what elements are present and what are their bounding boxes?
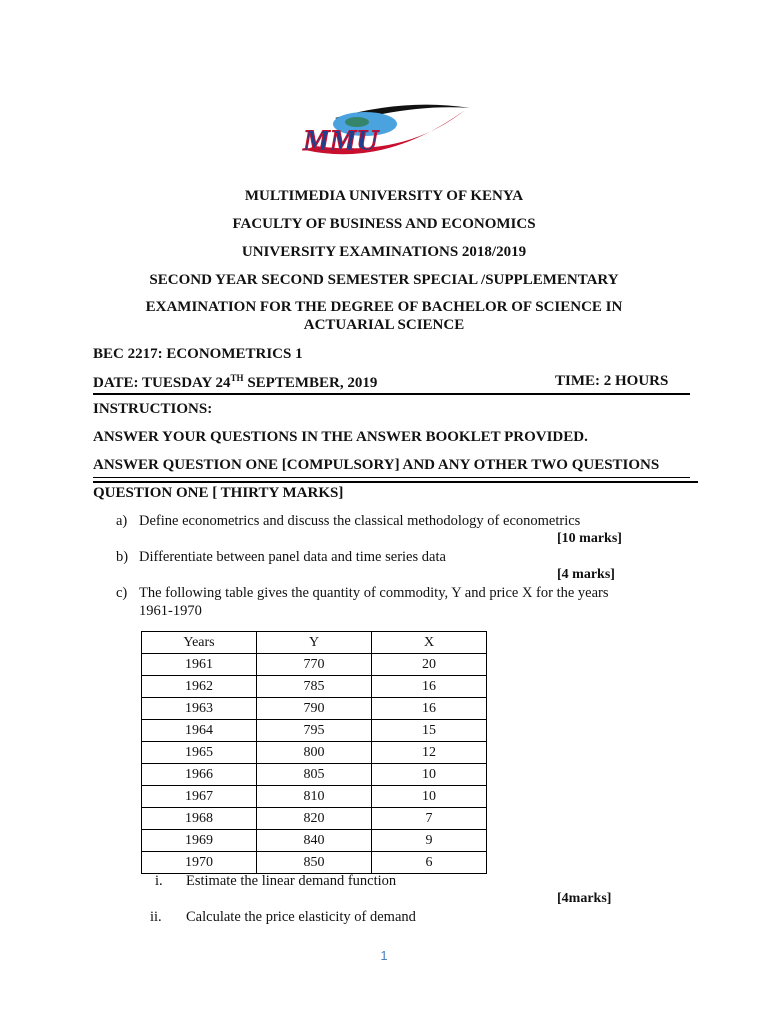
column-header-x: X [372, 632, 487, 654]
table-row [142, 720, 487, 742]
cell-year: 1969 [142, 830, 257, 852]
cell-year: 1966 [142, 764, 257, 786]
degree-line-2: ACTUARIAL SCIENCE [303, 317, 465, 333]
cell-y: 850 [257, 852, 372, 874]
table-row [142, 852, 487, 874]
cell-y: 795 [257, 720, 372, 742]
instruction-2: ANSWER QUESTION ONE [COMPULSORY] AND ANY OTHER TWO QUESTIONS [93, 457, 660, 473]
cell-year: 1965 [142, 742, 257, 764]
sub-i-text: Estimate the linear demand function [186, 873, 397, 889]
cell-year: 1968 [142, 808, 257, 830]
course-code: BEC 2217: ECONOMETRICS 1 [93, 346, 303, 362]
commodity-price-table [141, 631, 487, 874]
cell-y: 840 [257, 830, 372, 852]
cell-x: 10 [372, 764, 487, 786]
cell-year: 1964 [142, 720, 257, 742]
cell-x: 16 [372, 676, 487, 698]
sub-ii-label: ii. [150, 909, 162, 925]
table-row [142, 764, 487, 786]
cell-x: 15 [372, 720, 487, 742]
cell-x: 20 [372, 654, 487, 676]
instructions-divider-1 [93, 477, 690, 478]
cell-x: 16 [372, 698, 487, 720]
table-header-row [142, 632, 487, 654]
cell-year: 1967 [142, 786, 257, 808]
date-divider [93, 393, 690, 395]
cell-year: 1962 [142, 676, 257, 698]
cell-x: 7 [372, 808, 487, 830]
cell-y: 810 [257, 786, 372, 808]
sub-i-marks: [4marks] [557, 891, 612, 906]
table-row [142, 698, 487, 720]
cell-x: 9 [372, 830, 487, 852]
mmu-logo-graphic [295, 100, 475, 164]
part-b-marks: [4 marks] [557, 567, 615, 582]
cell-y: 770 [257, 654, 372, 676]
part-a-marks: [10 marks] [557, 531, 622, 546]
table-row [142, 676, 487, 698]
instructions-divider-2 [93, 481, 698, 483]
instruction-1: ANSWER YOUR QUESTIONS IN THE ANSWER BOOKLET PROVIDED. [93, 429, 588, 445]
university-logo [295, 100, 475, 164]
exam-type: SECOND YEAR SECOND SEMESTER SPECIAL /SUPPLEMENTARY [149, 272, 619, 288]
instructions-title: INSTRUCTIONS: [93, 401, 213, 417]
date-prefix: DATE: TUESDAY 24 [93, 375, 231, 391]
exam-time: TIME: 2 HOURS [555, 373, 669, 389]
sub-i-label: i. [155, 873, 163, 889]
cell-year: 1963 [142, 698, 257, 720]
cell-year: 1970 [142, 852, 257, 874]
faculty-name: FACULTY OF BUSINESS AND ECONOMICS [232, 216, 536, 232]
date-suffix: SEPTEMBER, 2019 [243, 375, 378, 391]
table-row [142, 654, 487, 676]
table-row [142, 830, 487, 852]
degree-line-1: EXAMINATION FOR THE DEGREE OF BACHELOR OF SCIENCE IN [145, 299, 623, 315]
part-c-text-2: 1961-1970 [139, 603, 202, 619]
part-c-text-1: The following table gives the quantity of commodity, Y and price X for the years [139, 585, 609, 601]
cell-y: 790 [257, 698, 372, 720]
date-superscript: TH [230, 373, 244, 383]
university-name: MULTIMEDIA UNIVERSITY OF KENYA [244, 188, 524, 204]
part-b-text: Differentiate between panel data and time series data [139, 549, 446, 565]
sub-ii-text: Calculate the price elasticity of demand [186, 909, 416, 925]
cell-y: 785 [257, 676, 372, 698]
cell-y: 805 [257, 764, 372, 786]
table-row [142, 786, 487, 808]
logo-text: MMU [303, 124, 379, 157]
table-row [142, 808, 487, 830]
cell-y: 820 [257, 808, 372, 830]
page-number: 1 [380, 948, 388, 963]
part-c-label: c) [116, 585, 128, 601]
cell-x: 6 [372, 852, 487, 874]
cell-year: 1961 [142, 654, 257, 676]
part-a-label: a) [116, 513, 128, 529]
cell-x: 10 [372, 786, 487, 808]
cell-y: 800 [257, 742, 372, 764]
column-header-years: Years [142, 632, 257, 654]
part-a-text: Define econometrics and discuss the classical methodology of econometrics [139, 513, 581, 529]
cell-x: 12 [372, 742, 487, 764]
part-b-label: b) [116, 549, 129, 565]
column-header-y: Y [257, 632, 372, 654]
exam-date [93, 373, 377, 392]
question-one-title: QUESTION ONE [ THIRTY MARKS] [93, 485, 344, 501]
exam-session: UNIVERSITY EXAMINATIONS 2018/2019 [241, 244, 527, 260]
table-row [142, 742, 487, 764]
